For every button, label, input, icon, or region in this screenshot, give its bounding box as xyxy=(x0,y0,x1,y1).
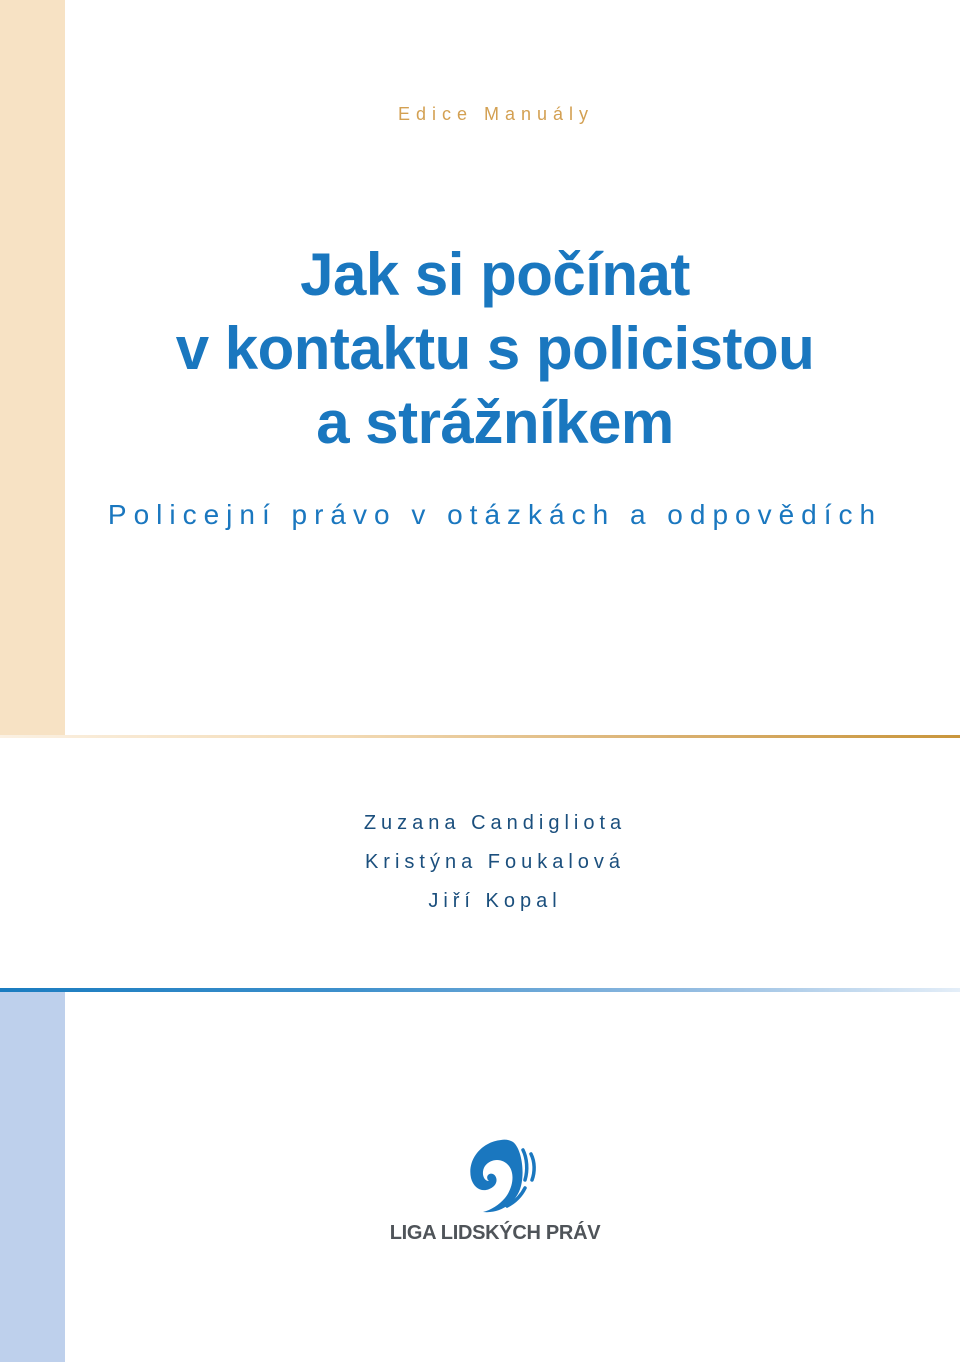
publisher-name: LIGA LIDSKÝCH PRÁV xyxy=(389,1222,601,1244)
publisher-logo xyxy=(380,1132,610,1245)
hand-logo-icon xyxy=(463,1132,543,1216)
title-line-1: Jak si počínat xyxy=(300,241,690,308)
divider-gold xyxy=(0,735,960,738)
title-line-2: v kontaktu s policistou xyxy=(175,315,815,382)
author-name: Kristýna Foukalová xyxy=(364,851,626,873)
author-name: Jiří Kopal xyxy=(428,890,562,912)
page-title xyxy=(65,238,925,460)
decorative-band-bottom xyxy=(0,992,65,1362)
author-name: Zuzana Candigliota xyxy=(363,812,627,834)
subtitle: Policejní právo v otázkách a odpovědích xyxy=(107,499,883,530)
author-list xyxy=(0,804,960,921)
divider-blue xyxy=(0,988,960,992)
series-label: Edice Manuály xyxy=(397,104,595,124)
title-line-3: a strážníkem xyxy=(316,389,674,456)
